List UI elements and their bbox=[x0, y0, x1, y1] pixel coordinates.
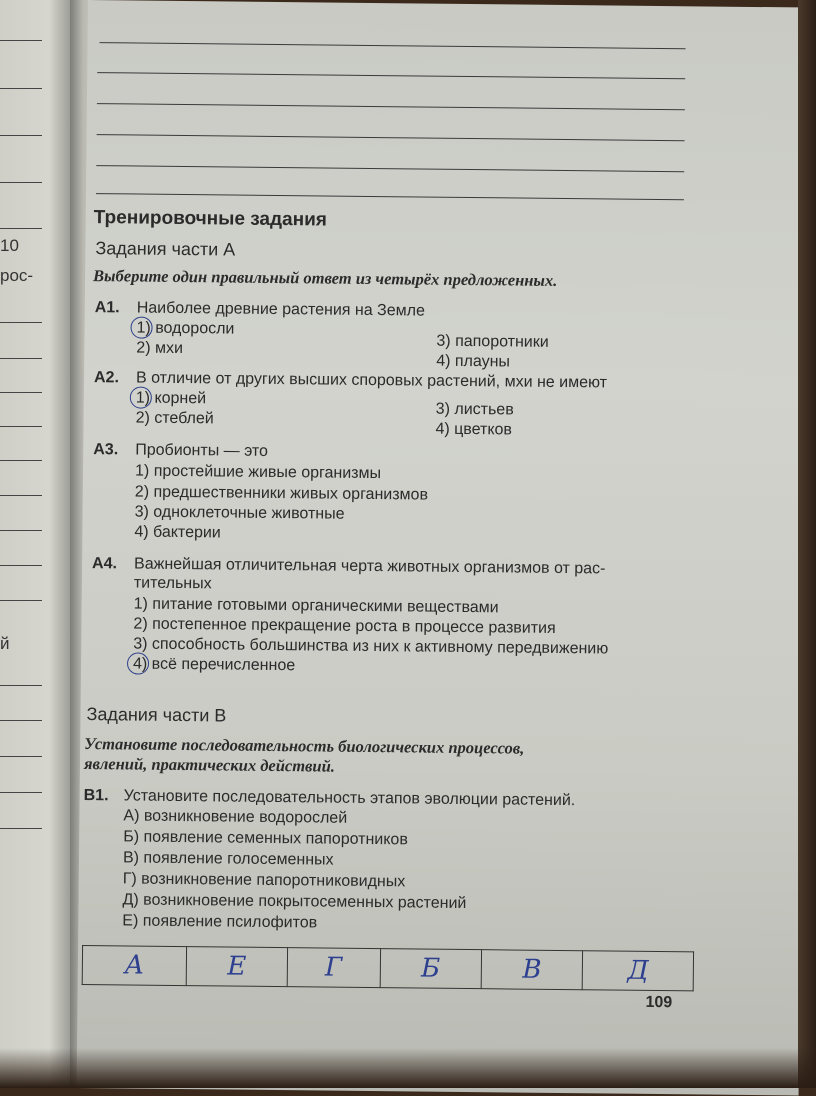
answer-cell[interactable]: Д bbox=[582, 951, 693, 991]
ruled-line bbox=[0, 530, 42, 531]
ruled-line bbox=[0, 182, 42, 183]
question-number: А2. bbox=[93, 369, 120, 387]
answer-mark-circle bbox=[127, 652, 149, 674]
answer-line bbox=[97, 72, 685, 79]
answer-cell[interactable]: Г bbox=[287, 948, 380, 988]
option: Б) появление семенных папоротников bbox=[123, 828, 408, 849]
ruled-line bbox=[0, 40, 42, 41]
question-text: Наиболее древние растения на Земле bbox=[136, 299, 425, 320]
question-text: В отличие от других высших споровых растений, мхи не имеют bbox=[135, 369, 608, 392]
answer-cell[interactable]: А bbox=[82, 945, 186, 985]
part-a-instruction: Выберите один правильный ответ из четырёх предложенных. bbox=[93, 266, 558, 290]
option: 2) предшественники живых организмов bbox=[134, 483, 429, 504]
answer-mark-circle bbox=[130, 316, 152, 338]
part-b-instruction: Установите последовательность биологических процессов, bbox=[84, 734, 525, 758]
question-number: В1. bbox=[83, 786, 109, 805]
answer-line bbox=[96, 193, 684, 200]
answer-line bbox=[96, 165, 684, 172]
option: 1) питание готовыми органическими веществами bbox=[133, 595, 499, 617]
ruled-line bbox=[0, 720, 42, 721]
option: 4) плауны bbox=[436, 352, 511, 371]
answer-line bbox=[100, 42, 686, 49]
ruled-line bbox=[0, 426, 42, 427]
option: 3) папоротники bbox=[436, 332, 549, 351]
section-heading: Тренировочные задания bbox=[93, 207, 328, 231]
option: 3) способность большинства из них к активному передвижению bbox=[133, 635, 609, 658]
option: 2) постепенное прекращение роста в процессе развития bbox=[133, 615, 556, 637]
ruled-line bbox=[0, 756, 42, 757]
ruled-line bbox=[0, 135, 42, 136]
option: 4) всё перечисленное bbox=[132, 655, 296, 675]
ruled-line bbox=[0, 88, 42, 89]
question-text: Важнейшая отличительная черта животных организмов от рас- bbox=[134, 555, 606, 578]
answer-table bbox=[82, 945, 694, 991]
ruled-line bbox=[0, 228, 42, 229]
option: 1) корней bbox=[135, 389, 207, 408]
ruled-line bbox=[0, 792, 42, 793]
option: Г) возникновение папоротниковидных bbox=[122, 870, 406, 891]
answer-cell[interactable]: Б bbox=[380, 949, 482, 989]
option: 4) бактерии bbox=[134, 523, 221, 542]
option: В) появление голосеменных bbox=[122, 849, 334, 869]
option: 1) водоросли bbox=[136, 319, 235, 338]
answer-mark-circle bbox=[130, 386, 152, 408]
option: 3) листьев bbox=[435, 400, 514, 419]
ruled-line bbox=[0, 565, 42, 566]
table-surface bbox=[798, 0, 816, 1088]
page-number: 109 bbox=[645, 993, 673, 1012]
option: 2) стеблей bbox=[135, 409, 214, 428]
option: А) возникновение водорослей bbox=[123, 807, 348, 827]
question-number: А3. bbox=[93, 441, 119, 459]
left-page-fragment: й bbox=[0, 634, 10, 653]
part-b-instruction: явлений, практических действий. bbox=[83, 754, 336, 776]
left-page bbox=[0, 0, 70, 1088]
option: 4) цветков bbox=[435, 420, 513, 439]
option: 3) одноклеточные животные bbox=[134, 503, 345, 523]
question-number: А4. bbox=[92, 555, 118, 573]
ruled-line bbox=[0, 600, 42, 601]
ruled-line bbox=[0, 828, 42, 829]
left-page-fragment: 10 bbox=[0, 236, 19, 255]
table-surface bbox=[0, 1048, 816, 1088]
question-text: Установите последовательность этапов эволюции растений. bbox=[123, 787, 576, 810]
ruled-line bbox=[0, 685, 42, 686]
question-text: тительных bbox=[133, 574, 212, 593]
option: Д) возникновение покрытосеменных растений bbox=[122, 891, 467, 913]
question-text: Пробионты — это bbox=[135, 441, 269, 460]
answer-cell[interactable]: В bbox=[481, 950, 583, 990]
option: Е) появление псилофитов bbox=[122, 912, 318, 932]
ruled-line bbox=[0, 495, 42, 496]
workbook-page bbox=[77, 0, 810, 1096]
option: 2) мхи bbox=[136, 339, 184, 358]
answer-line bbox=[97, 103, 685, 110]
ruled-line bbox=[0, 460, 42, 461]
option: 1) простейшие живые организмы bbox=[134, 462, 382, 483]
answer-cell[interactable]: Е bbox=[186, 947, 287, 987]
ruled-line bbox=[0, 322, 42, 323]
question-number: А1. bbox=[94, 299, 120, 317]
part-b-title: Задания части В bbox=[86, 704, 227, 726]
left-page-fragment: рос- bbox=[0, 266, 34, 285]
part-a-title: Задания части А bbox=[95, 238, 236, 260]
answer-line bbox=[97, 134, 685, 141]
ruled-line bbox=[0, 392, 42, 393]
ruled-line bbox=[0, 358, 42, 359]
